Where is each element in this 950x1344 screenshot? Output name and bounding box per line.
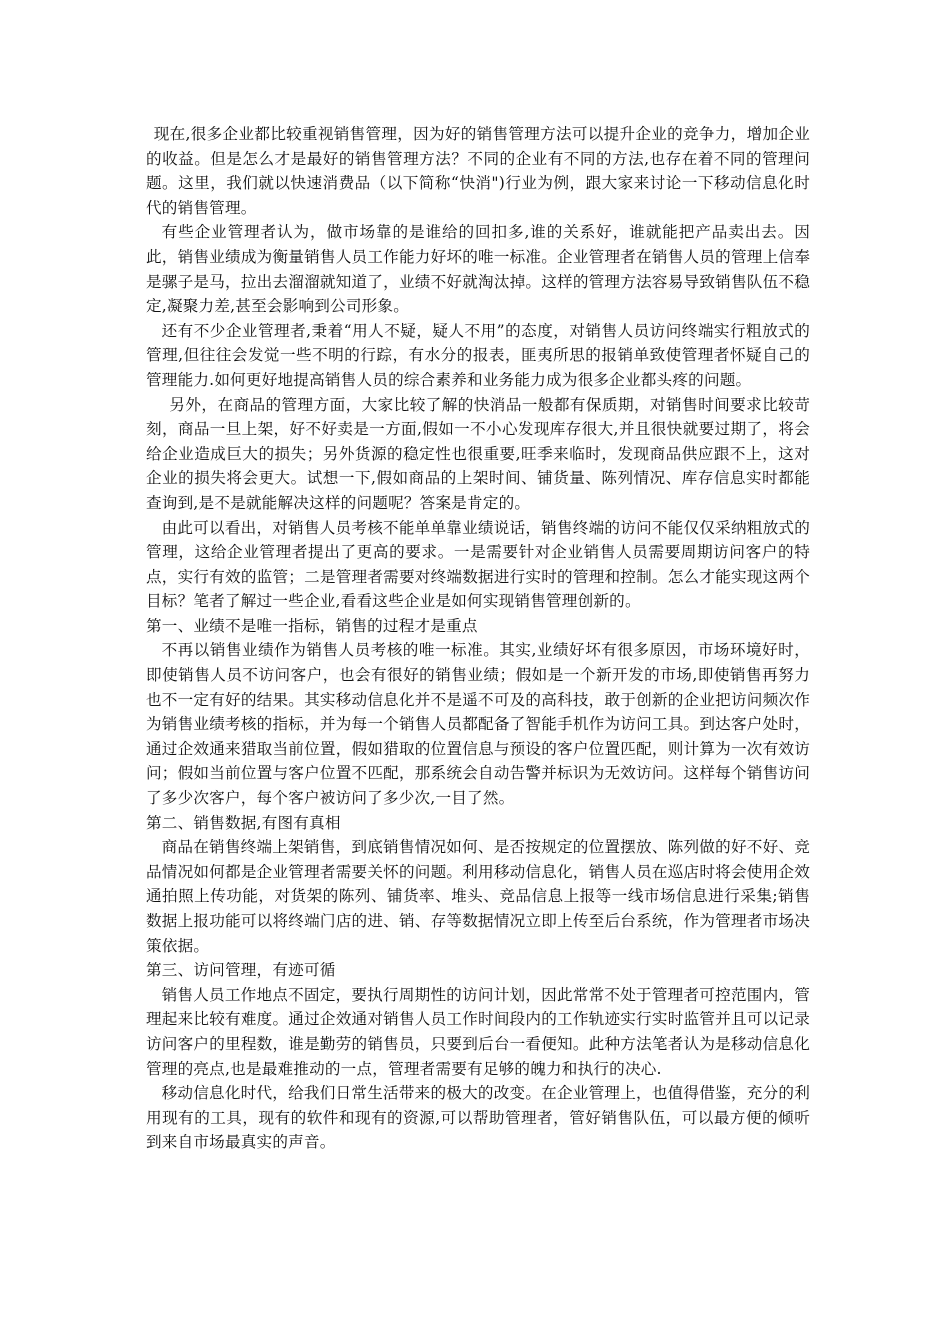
body-paragraph: 还有不少企业管理者,秉着“用人不疑，疑人不用”的态度，对销售人员访问终端实行粗放式的管理,但往往会发觉一些不明的行踪，有水分的报表，匪夷所思的报销单致使管理者怀疑自己的管理能力.如何更好地提高销售人员的综合素养和业务能力成为很多企业都头疼的问题。 <box>146 321 810 389</box>
intro-paragraph: 现在,很多企业都比较重视销售管理，因为好的销售管理方法可以提升企业的竞争力，增加企业的收益。但是怎么才是最好的销售管理方法？不同的企业有不同的方法,也存在着不同的管理问题。这里，我们就以快速消费品（以下简称“快消")行业为例，跟大家来讨论一下移动信息化时代的销售管理。 <box>146 125 810 217</box>
section-heading: 第一、业绩不是唯一指标，销售的过程才是重点 <box>146 616 478 635</box>
body-paragraph: 由此可以看出，对销售人员考核不能单单靠业绩说话，销售终端的访问不能仅仅采纳粗放式的管理，这给企业管理者提出了更高的要求。一是需要针对企业销售人员需要周期访问客户的特点，实行有效的监管；二是管理者需要对终端数据进行实时的管理和控制。怎么才能实现这两个目标？笔者了解过一些企业,看看这些企业是如何实现销售管理创新的。 <box>146 518 810 611</box>
section-heading: 第三、访问管理，有迹可循 <box>146 961 336 980</box>
body-paragraph: 不再以销售业绩作为销售人员考核的唯一标准。其实,业绩好坏有很多原因，市场环境好时，即使销售人员不访问客户，也会有很好的销售业绩；假如是一个新开发的市场,即使销售再努力也不一定有好的结果。其实移动信息化并不是遥不可及的高科技，敢于创新的企业把访问频次作为销售业绩考核的指标，并为每一个销售人员都配备了智能手机作为访问工具。到达客户处时，通过企效通来猎取当前位置，假如猎取的位置信息与预设的客户位置匹配，则计算为一次有效访问；假如当前位置与客户位置不匹配，那系统会自动告警并标识为无效访问。这样每个销售访问了多少次客户，每个客户被访问了多少次,一目了然。 <box>146 641 810 808</box>
body-paragraph: 有些企业管理者认为，做市场靠的是谁给的回扣多,谁的关系好，谁就能把产品卖出去。因此，销售业绩成为衡量销售人员工作能力好坏的唯一标准。企业管理者在销售人员的管理上信奉是骡子是马，拉出去溜溜就知道了，业绩不好就淘汰掉。这样的管理方法容易导致销售队伍不稳定,凝聚力差,甚至会影响到公司形象。 <box>146 223 810 316</box>
section-heading: 第二、销售数据,有图有真相 <box>146 813 341 832</box>
conclusion-paragraph: 移动信息化时代，给我们日常生活带来的极大的改变。在企业管理上，也值得借鉴，充分的利用现有的工具，现有的软件和现有的资源,可以帮助管理者，管好销售队伍，可以最方便的倾听到来自市场最真实的声音。 <box>146 1084 810 1152</box>
body-paragraph: 销售人员工作地点不固定，要执行周期性的访问计划，因此常常不处于管理者可控范围内，管理起来比较有难度。通过企效通对销售人员工作时间段内的工作轨迹实行实时监管并且可以记录访问客户的里程数，谁是勤劳的销售员，只要到后台一看便知。此种方法笔者认为是移动信息化管理的亮点,也是最难推动的一点，管理者需要有足够的魄力和执行的决心. <box>146 985 810 1078</box>
body-paragraph: 另外，在商品的管理方面，大家比较了解的快消品一般都有保质期，对销售时间要求比较苛刻，商品一旦上架，好不好卖是一方面,假如一不小心发现库存很大,并且很快就要过期了，将会给企业造成巨大的损失；另外货源的稳定性也很重要,旺季来临时，发现商品供应跟不上，这对企业的损失将会更大。试想一下,假如商品的上架时间、铺货量、陈列情况、库存信息实时都能查询到,是不是就能解决这样的问题呢？答案是肯定的。 <box>146 395 810 512</box>
body-paragraph: 商品在销售终端上架销售，到底销售情况如何、是否按规定的位置摆放、陈列做的好不好、竞品情况如何都是企业管理者需要关怀的问题。利用移动信息化，销售人员在巡店时将会使用企效通拍照上传功能，对货架的陈列、铺货率、堆头、竞品信息上报等一线市场信息进行采集;销售数据上报功能可以将终端门店的进、销、存等数据情况立即上传至后台系统，作为管理者市场决策依据。 <box>146 838 810 955</box>
document-body <box>146 122 810 1155</box>
